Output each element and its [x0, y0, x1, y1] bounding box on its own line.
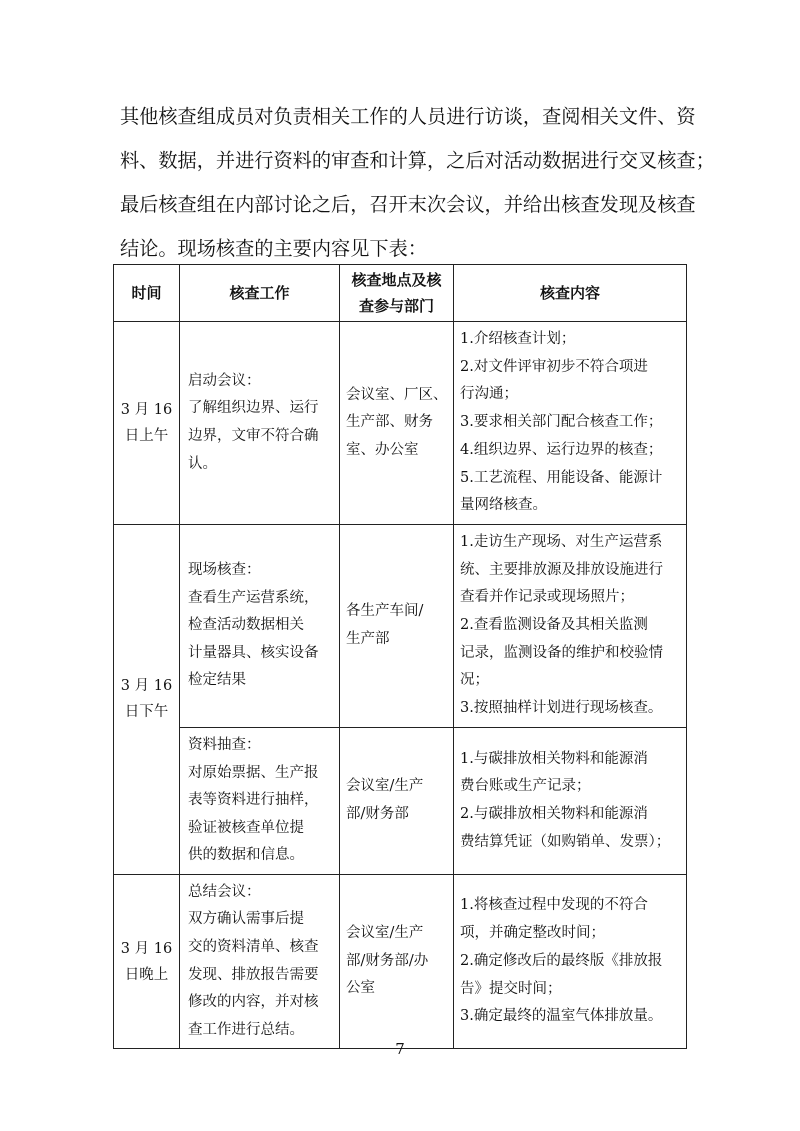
- work-text: 交的资料清单、核查: [188, 939, 319, 956]
- content-text: 1.将核查过程中发现的不符合: [460, 897, 648, 914]
- time-text: 3 月 16: [120, 678, 173, 695]
- header-time: 时间: [114, 265, 180, 322]
- intro-line: 料、数据，并进行资料的审查和计算，之后对活动数据进行交叉核查；: [120, 149, 715, 172]
- header-work: 核查工作: [180, 265, 340, 322]
- time-cell: [114, 524, 180, 874]
- place-text: 生产部: [346, 630, 390, 647]
- place-text: 室、办公室: [346, 441, 419, 458]
- content-text: 2.与碳排放相关物料和能源消: [460, 805, 648, 822]
- work-text: 总结会议：: [188, 883, 261, 900]
- place-cell: [340, 727, 454, 874]
- work-text: 发现、排放报告需要: [188, 966, 319, 983]
- content-text: 告》提交时间；: [460, 980, 562, 997]
- work-text: 检查活动数据相关: [188, 617, 304, 634]
- time-cell: [114, 874, 180, 1049]
- work-text: 计量器具、核实设备: [188, 644, 319, 661]
- work-cell: [180, 874, 340, 1049]
- work-text: 验证被核查单位提: [188, 819, 304, 836]
- work-text: 对原始票据、生产报: [188, 764, 319, 781]
- table-row: [114, 524, 687, 727]
- content-text: 费结算凭证（如购销单、发票）；: [460, 833, 671, 850]
- work-text: 修改的内容，并对核: [188, 994, 319, 1011]
- place-cell: [340, 524, 454, 727]
- time-text: 3 月 16: [120, 401, 173, 418]
- content-text: 3.按照抽样计划进行现场核查。: [460, 700, 663, 717]
- content-text: 3.确定最终的温室气体排放量。: [460, 1008, 663, 1025]
- table-row: [114, 874, 687, 1049]
- time-text: 日晚上: [124, 966, 169, 983]
- content-text: 量网络核查。: [460, 497, 547, 514]
- work-cell: [180, 322, 340, 525]
- place-text: 部/财务部/办: [346, 952, 429, 969]
- content-text: 2.查看监测设备及其相关监测: [460, 617, 648, 634]
- intro-line: 结论。现场核查的主要内容见下表：: [120, 237, 427, 260]
- content-text: 查看并作记录或现场照片；: [460, 589, 634, 606]
- place-cell: [340, 322, 454, 525]
- place-text: 会议室/生产: [346, 925, 424, 942]
- work-text: 双方确认需事后提: [188, 911, 304, 928]
- content-text: 2.对文件评审初步不符合项进: [460, 358, 648, 375]
- content-text: 统、主要排放源及排放设施进行: [460, 561, 663, 578]
- content-text: 况；: [460, 672, 489, 689]
- table-row: [114, 727, 687, 874]
- content-text: 1.走访生产现场、对生产运营系: [460, 533, 663, 550]
- content-cell: [454, 727, 687, 874]
- intro-line: 最后核查组在内部讨论之后，召开末次会议，并给出核查发现及核查: [120, 193, 696, 216]
- place-text: 会议室、厂区、: [346, 386, 448, 403]
- verification-schedule-table: [113, 264, 687, 1049]
- content-text: 1.介绍核查计划；: [460, 331, 576, 347]
- time-text: 日下午: [124, 704, 169, 721]
- content-text: 行沟通；: [460, 386, 518, 403]
- work-text: 查工作进行总结。: [188, 1021, 304, 1038]
- content-text: 3.要求相关部门配合核查工作；: [460, 414, 663, 431]
- work-text: 资料抽查：: [188, 736, 261, 753]
- intro-paragraph: [120, 95, 715, 271]
- content-cell: [454, 874, 687, 1049]
- header-place: [340, 265, 454, 322]
- header-place-line: 查参与部门: [358, 297, 434, 315]
- table-row: [114, 322, 687, 525]
- work-text: 了解组织边界、运行: [188, 400, 319, 417]
- place-text: 各生产车间/: [346, 603, 424, 620]
- work-text: 供的数据和信息。: [188, 847, 304, 864]
- page-number: 7: [395, 1040, 405, 1058]
- header-content: 核查内容: [454, 265, 687, 322]
- content-cell: [454, 524, 687, 727]
- work-text: 启动会议：: [188, 372, 261, 389]
- time-cell: [114, 322, 180, 525]
- place-text: 部/财务部: [346, 805, 409, 822]
- work-cell: [180, 524, 340, 727]
- content-text: 记录，监测设备的维护和校验情: [460, 644, 663, 661]
- intro-line: 其他核查组成员对负责相关工作的人员进行访谈，查阅相关文件、资: [120, 105, 696, 128]
- work-text: 查看生产运营系统，: [188, 589, 319, 606]
- table-header-row: [114, 265, 687, 322]
- place-cell: [340, 874, 454, 1049]
- work-text: 检定结果: [188, 672, 246, 689]
- content-text: 2.确定修改后的最终版《排放报: [460, 952, 663, 969]
- content-text: 费台账或生产记录；: [460, 778, 591, 795]
- content-text: 项，并确定整改时间；: [460, 925, 605, 942]
- work-text: 边界，文审不符合确: [188, 427, 319, 444]
- place-text: 公室: [346, 980, 375, 997]
- place-text: 会议室/生产: [346, 778, 424, 795]
- content-cell: [454, 322, 687, 525]
- work-text: 认。: [188, 455, 217, 472]
- time-text: 日上午: [124, 427, 169, 444]
- content-text: 5.工艺流程、用能设备、能源计: [460, 469, 663, 486]
- header-place-line: 核查地点及核: [351, 271, 442, 289]
- work-text: 表等资料进行抽样，: [188, 792, 319, 809]
- content-text: 1.与碳排放相关物料和能源消: [460, 750, 648, 767]
- time-text: 3 月 16: [120, 940, 173, 957]
- work-cell: [180, 727, 340, 874]
- content-text: 4.组织边界、运行边界的核查；: [460, 441, 663, 458]
- work-text: 现场核查：: [188, 561, 261, 578]
- place-text: 生产部、财务: [346, 414, 433, 431]
